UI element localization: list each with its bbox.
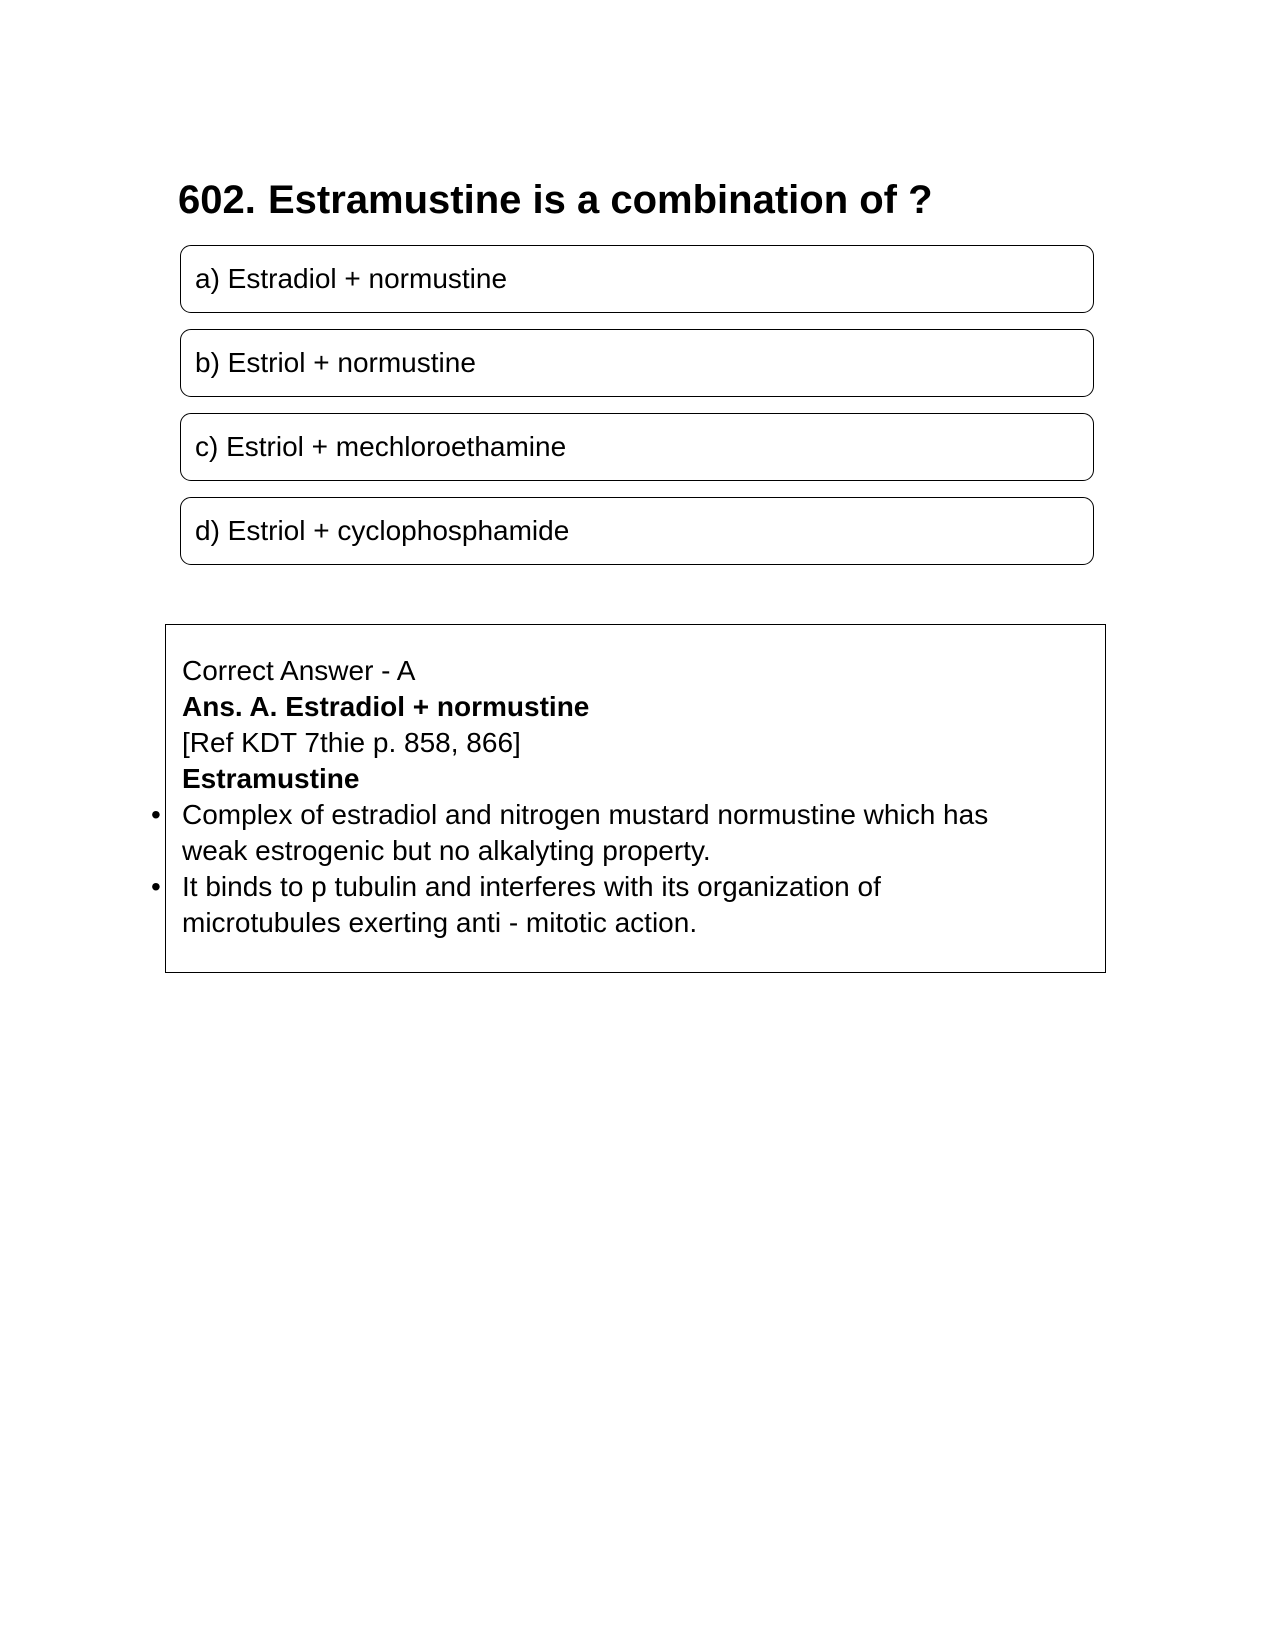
question-heading — [178, 176, 1098, 224]
bullet-icon: • — [151, 799, 161, 830]
options-list — [180, 245, 1094, 581]
explanation-bullets — [151, 797, 1105, 941]
answer-explanation-box — [151, 624, 1106, 973]
option-b[interactable]: b) Estriol + normustine — [180, 329, 1094, 397]
question-number: 602. — [178, 178, 256, 222]
option-c[interactable]: c) Estriol + mechloroethamine — [180, 413, 1094, 481]
option-d[interactable]: d) Estriol + cyclophosphamide — [180, 497, 1094, 565]
correct-answer-line: Correct Answer - A — [182, 655, 416, 686]
explanation-heading: Estramustine — [182, 763, 360, 794]
answer-line: Ans. A. Estradiol + normustine — [182, 691, 590, 722]
bullet-text-line: microtubules exerting anti - mitotic action. — [182, 907, 698, 938]
question-text: Estramustine is a combination of ? — [268, 178, 933, 222]
bullet-text-line: weak estrogenic but no alkalyting property. — [182, 835, 711, 866]
bullet-item — [151, 797, 1105, 869]
bullet-text-line: Complex of estradiol and nitrogen mustard normustine which has — [182, 799, 989, 830]
bullet-icon: • — [151, 871, 161, 902]
bullet-text-line: It binds to p tubulin and interferes with its organization of — [182, 871, 881, 902]
option-a[interactable]: a) Estradiol + normustine — [180, 245, 1094, 313]
bullet-item — [151, 869, 1105, 941]
reference-line: [Ref KDT 7thie p. 858, 866] — [182, 727, 521, 758]
